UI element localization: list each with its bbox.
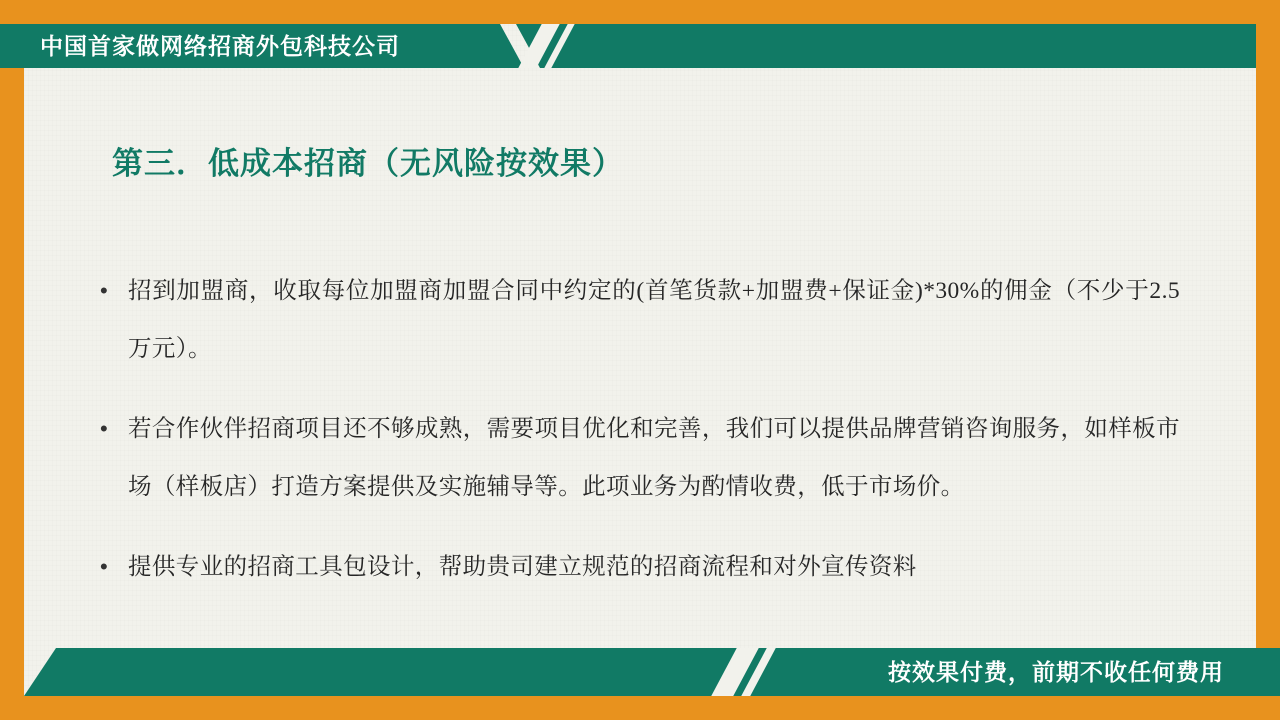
- header-title: 中国首家做网络招商外包科技公司: [40, 33, 400, 59]
- list-item-text: 若合作伙伴招商项目还不够成熟，需要项目优化和完善，我们可以提供品牌营销咨询服务，如样板市场（样板店）打造方案提供及实施辅导等。此项业务为酌情收费，低于市场价。: [128, 416, 1180, 500]
- footer-slogan: 按效果付费，前期不收任何费用: [888, 659, 1224, 685]
- list-item: [100, 262, 1180, 378]
- list-item: [100, 538, 1180, 596]
- list-item-text: 招到加盟商，收取每位加盟商加盟合同中约定的(首笔货款+加盟费+保证金)*30%的佣金（不少于2.5万元）。: [128, 278, 1180, 362]
- list-item: [100, 400, 1180, 516]
- footer-band: [24, 648, 1280, 696]
- header-band: [0, 24, 1256, 68]
- list-item-text: 提供专业的招商工具包设计，帮助贵司建立规范的招商流程和对外宣传资料: [128, 554, 917, 580]
- bullet-marker-icon: •: [100, 554, 108, 579]
- page-title: 第三．低成本招商（无风险按效果）: [112, 146, 624, 181]
- bullet-marker-icon: •: [100, 278, 108, 303]
- bullet-marker-icon: •: [100, 416, 108, 441]
- bullet-list: [100, 262, 1180, 618]
